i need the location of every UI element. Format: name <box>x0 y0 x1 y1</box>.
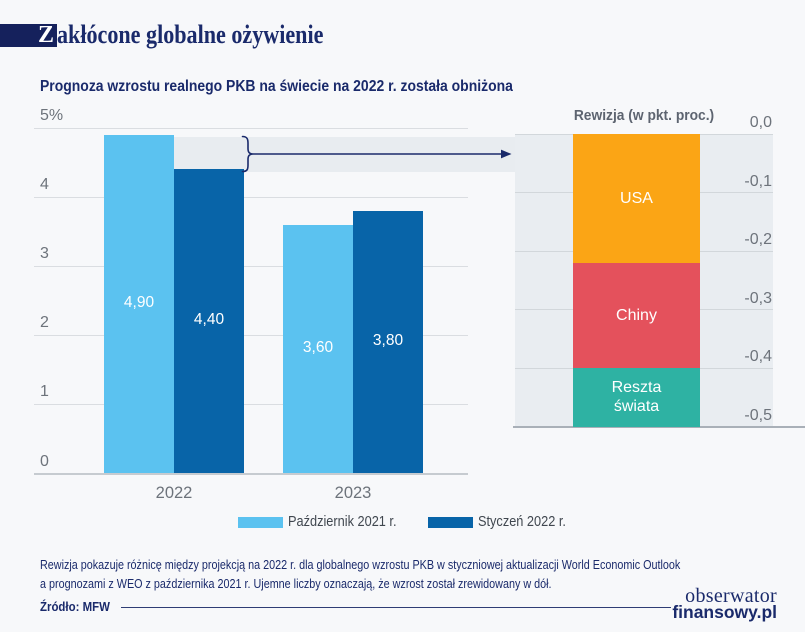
y-axis-tick-label: 5% <box>40 107 64 124</box>
legend-label: Styczeń 2022 r. <box>478 514 566 530</box>
revision-tick-label: -0,1 <box>744 172 772 190</box>
legend-swatch <box>428 517 473 528</box>
title-initial: Z <box>37 22 54 48</box>
revision-chart-title: Rewizja (w pkt. proc.) <box>573 107 715 124</box>
footnote-line-2: a prognozami z WEO z października 2021 r. Ujemne liczby oznaczają, że wzrost został zrewidowany w dół. <box>40 575 552 591</box>
bar-value-label: 3,80 <box>372 332 404 350</box>
category-label: 2023 <box>334 484 372 502</box>
y-axis-tick-label: 4 <box>40 176 49 194</box>
revision-tick-label: -0,4 <box>744 348 772 365</box>
footnote-line-1: Rewizja pokazuje różnicę między projekcją na 2022 r. dla globalnego wzrostu PKB w styczniowej aktualizacji World Economic Outlook <box>40 557 681 572</box>
chart-footnote <box>40 556 680 593</box>
legend-swatch <box>238 517 283 528</box>
segment-label <box>573 134 700 263</box>
revision-tick-label: -0,2 <box>744 231 772 248</box>
y-axis-tick-label: 3 <box>40 245 49 263</box>
y-axis-tick-label: 1 <box>40 383 49 401</box>
bar-value-label: 4,90 <box>123 294 155 312</box>
legend-label: Październik 2021 r. <box>288 514 397 530</box>
obserwator-finansowy-logo <box>672 586 777 620</box>
divider-line <box>121 607 671 608</box>
logo-line-obserwator: obserwator <box>685 585 777 607</box>
page-title: akłócone globalne ożywienie <box>57 20 324 49</box>
segment-label <box>573 368 700 427</box>
y-axis-tick-label: 2 <box>40 314 49 332</box>
y-axis-tick-label: 0 <box>40 452 49 470</box>
logo-line-finansowy: finansowy.pl <box>672 602 777 622</box>
bar-value-label: 3,60 <box>302 339 334 357</box>
revision-tick-label: -0,5 <box>744 406 772 424</box>
revision-tick-label: -0,3 <box>744 289 772 307</box>
revision-tick-label: 0,0 <box>749 114 772 131</box>
gridline <box>34 197 468 198</box>
gridline <box>34 128 468 129</box>
segment-label <box>573 263 700 368</box>
category-label: 2022 <box>155 484 193 502</box>
segment-label-text: Reszta świata <box>611 379 662 416</box>
segment-label-text: Chiny <box>616 306 657 324</box>
chart-subtitle: Prognoza wzrostu realnego PKB na świecie na 2022 r. została obniżona <box>40 78 513 95</box>
segment-label-text: USA <box>620 189 653 207</box>
source-label: Źródło: MFW <box>40 599 110 614</box>
bar-value-label: 4,40 <box>193 311 225 329</box>
